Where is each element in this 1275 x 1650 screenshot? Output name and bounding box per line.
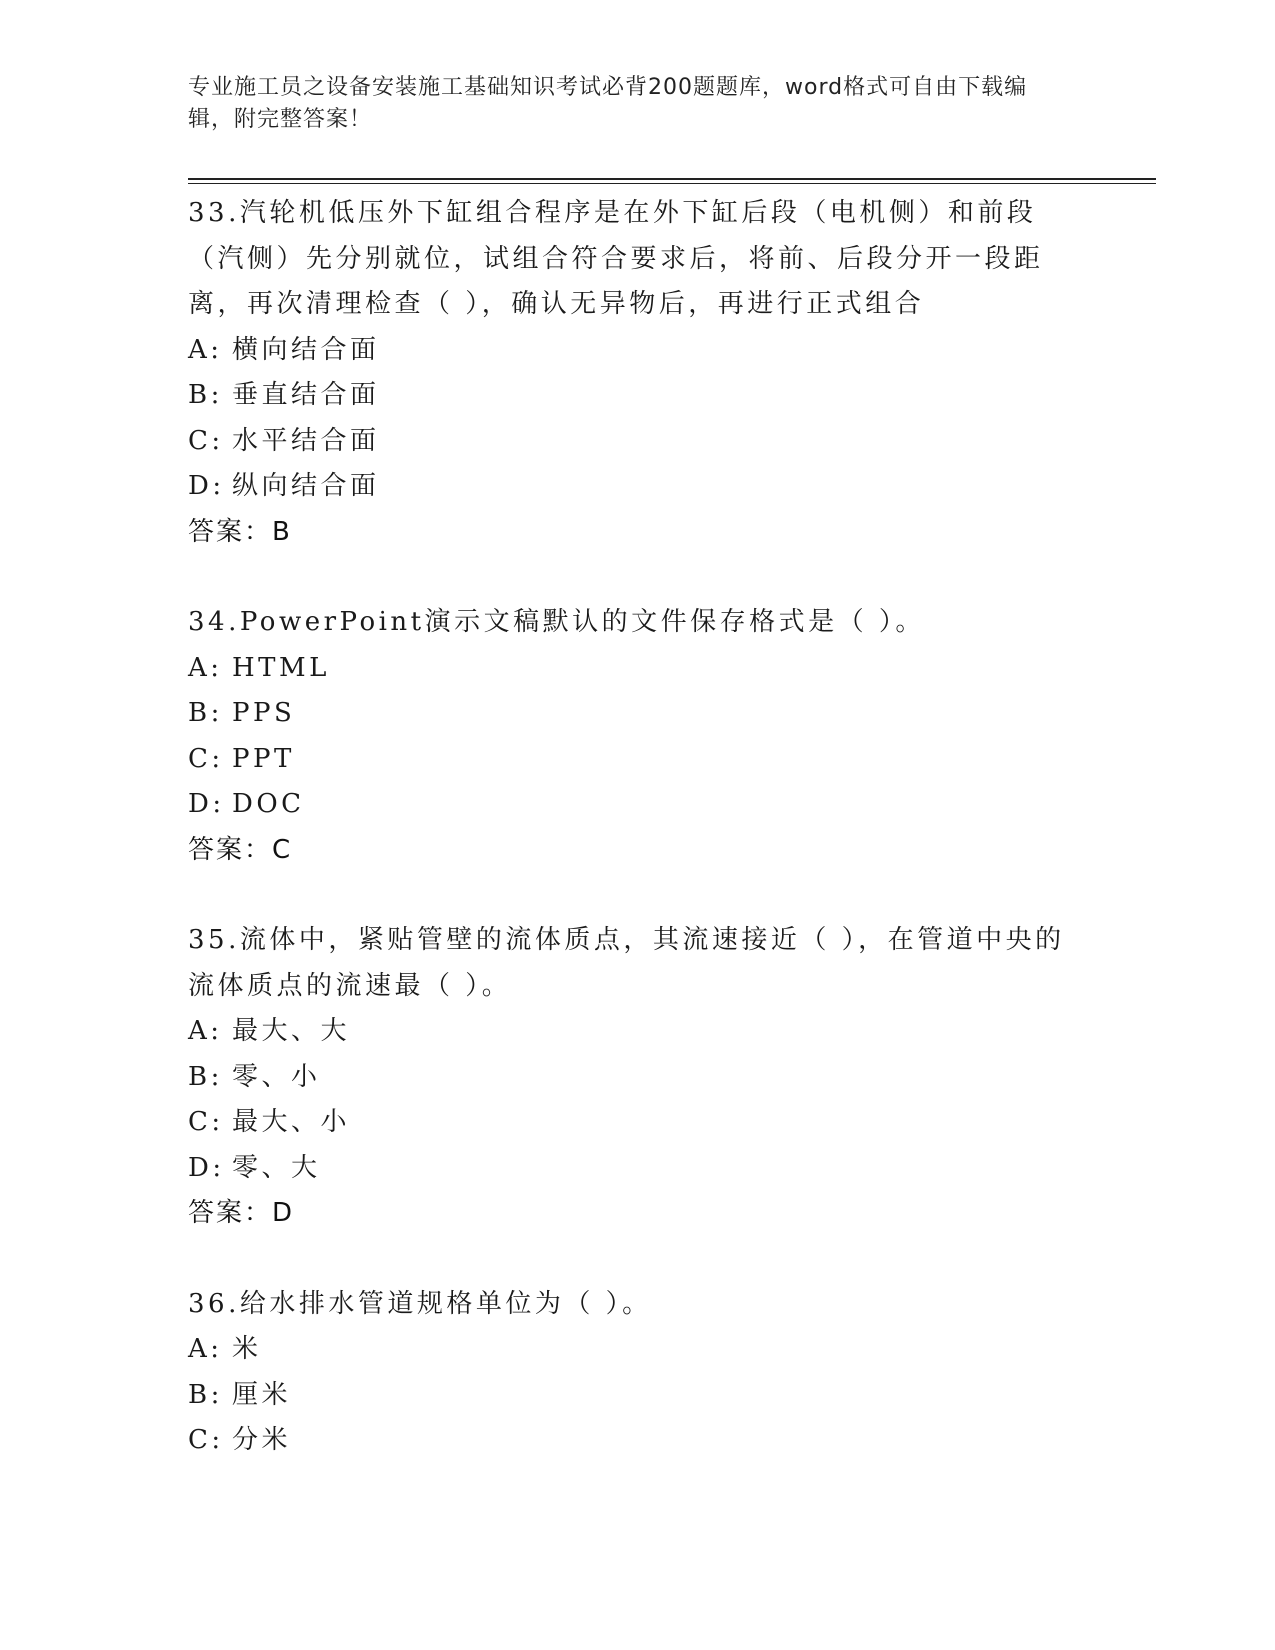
- option-text: 厘米: [232, 1379, 292, 1410]
- question-35: [188, 918, 1088, 1237]
- question-list: [188, 191, 1088, 1464]
- option-b: [188, 1373, 1088, 1419]
- question-spacer: [188, 873, 1088, 918]
- option-key: A:: [188, 334, 223, 365]
- option-text: 分米: [232, 1425, 292, 1455]
- option-key: A:: [188, 1016, 223, 1046]
- option-key: B:: [188, 698, 223, 728]
- header-divider-thick: [188, 178, 1156, 180]
- option-key: C:: [188, 743, 224, 774]
- option-c: [188, 1100, 1088, 1146]
- question-stem: 35.流体中，紧贴管壁的流体质点，其流速接近（ ），在管道中央的流体质点的流速最（ ）。: [188, 925, 1065, 1001]
- answer-line: 答案：B: [188, 516, 292, 547]
- option-text: 水平结合面: [232, 425, 380, 456]
- header-divider-thin: [188, 183, 1156, 184]
- option-text: PPS: [232, 698, 296, 728]
- option-text: 零、小: [232, 1061, 321, 1092]
- option-key: D:: [188, 789, 225, 819]
- option-c: [188, 737, 1088, 783]
- option-c: [188, 419, 1088, 465]
- option-a: [188, 1327, 1088, 1373]
- option-key: A:: [188, 652, 223, 683]
- option-d: [188, 464, 1088, 510]
- question-stem: 33.汽轮机低压外下缸组合程序是在外下缸后段（电机侧）和前段（汽侧）先分别就位，试组合符合要求后，将前、后段分开一段距离，再次清理检查（ ），确认无异物后，再进行正式组合: [188, 198, 1044, 319]
- option-key: B:: [188, 380, 223, 410]
- option-d: [188, 1146, 1088, 1192]
- option-text: HTML: [232, 652, 330, 683]
- question-33: [188, 191, 1088, 555]
- option-b: [188, 1055, 1088, 1101]
- option-b: [188, 691, 1088, 737]
- option-key: C:: [188, 1107, 224, 1137]
- option-a: [188, 1009, 1088, 1055]
- question-34: [188, 600, 1088, 873]
- option-text: 米: [232, 1334, 262, 1364]
- option-b: [188, 373, 1088, 419]
- option-c: [188, 1418, 1088, 1464]
- question-stem: 36.给水排水管道规格单位为（ ）。: [188, 1288, 652, 1319]
- option-key: D:: [188, 1152, 225, 1183]
- option-text: 最大、大: [232, 1016, 351, 1046]
- document-header: 专业施工员之设备安装施工基础知识考试必背200题题库，word格式可自由下载编辑，附完整答案！: [188, 75, 1028, 132]
- question-36: [188, 1282, 1088, 1464]
- option-key: B:: [188, 1379, 223, 1410]
- option-d: [188, 782, 1088, 828]
- option-key: D:: [188, 471, 225, 501]
- question-stem: 34.PowerPoint演示文稿默认的文件保存格式是（ ）。: [188, 607, 925, 637]
- option-a: [188, 328, 1088, 374]
- option-key: C:: [188, 425, 224, 456]
- question-spacer: [188, 555, 1088, 600]
- option-text: DOC: [232, 789, 305, 819]
- option-text: 零、大: [232, 1152, 321, 1183]
- question-spacer: [188, 1237, 1088, 1282]
- option-key: C:: [188, 1425, 224, 1455]
- option-text: 最大、小: [232, 1107, 351, 1137]
- option-text: 横向结合面: [232, 334, 380, 365]
- option-key: A:: [188, 1334, 223, 1364]
- option-a: [188, 646, 1088, 692]
- option-text: 纵向结合面: [232, 471, 380, 501]
- option-text: PPT: [232, 743, 295, 774]
- answer-line: 答案：C: [188, 834, 293, 865]
- option-text: 垂直结合面: [232, 380, 380, 410]
- option-key: B:: [188, 1061, 223, 1092]
- answer-line: 答案：D: [188, 1198, 295, 1228]
